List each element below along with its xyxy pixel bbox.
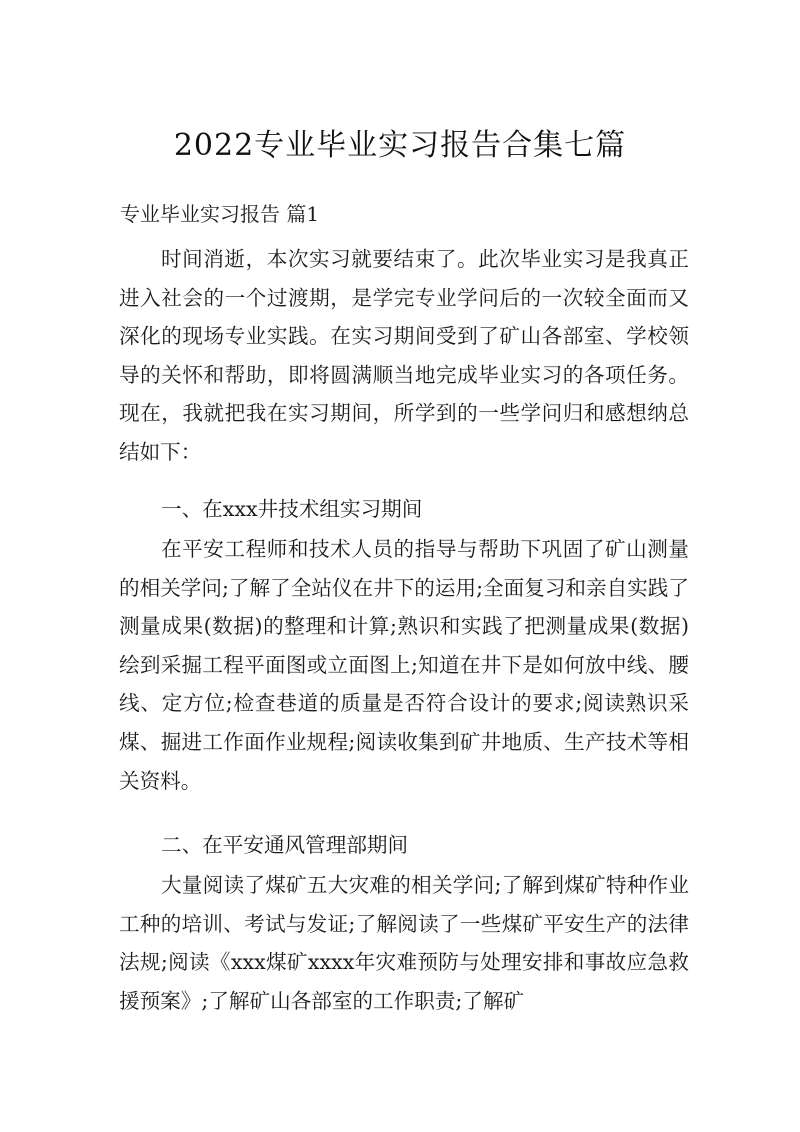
paragraph-technical-group: 在平安工程师和技术人员的指导与帮助下巩固了矿山测量的相关学问;了解了全站仪在井下的运用;全面复习和亲自实践了测量成果(数据)的整理和计算;熟识和实践了把测量成果(数据)绘到采掘工程平面图或立面图上;知道在井下是如何放中线、腰线、定方位;检查巷道的质量是否符合设计的要求;阅读熟识采煤、掘进工作面作业规程;阅读收集到矿井地质、生产技术等相关资料。 xyxy=(119,537,689,793)
section-heading: 专业毕业实习报告 篇1 xyxy=(120,202,320,226)
document-title: 2022专业毕业实习报告合集七篇 xyxy=(173,128,627,163)
paragraph-ventilation-dept: 大量阅读了煤矿五大灾难的相关学问;了解到煤矿特种作业工种的培训、考试与发证;了解阅读了一些煤矿平安生产的法律法规;阅读《xxx煤矿xxxx年灾难预防与处理安排和事故应急救援预案》;了解矿山各部室的工作职责;了解矿 xyxy=(119,873,689,1013)
subheading-ventilation-dept: 二、在平安通风管理部期间 xyxy=(161,833,409,857)
paragraph-intro: 时间消逝，本次实习就要结束了。此次毕业实习是我真正进入社会的一个过渡期，是学完专业学问后的一次较全面而又深化的现场专业实践。在实习期间受到了矿山各部室、学校领导的关怀和帮助，即将圆满顺当地完成毕业实习的各项任务。现在，我就把我在实习期间，所学到的一些学问归和感想纳总结如下： xyxy=(119,247,689,464)
subheading-technical-group: 一、在xxx井技术组实习期间 xyxy=(161,497,423,521)
